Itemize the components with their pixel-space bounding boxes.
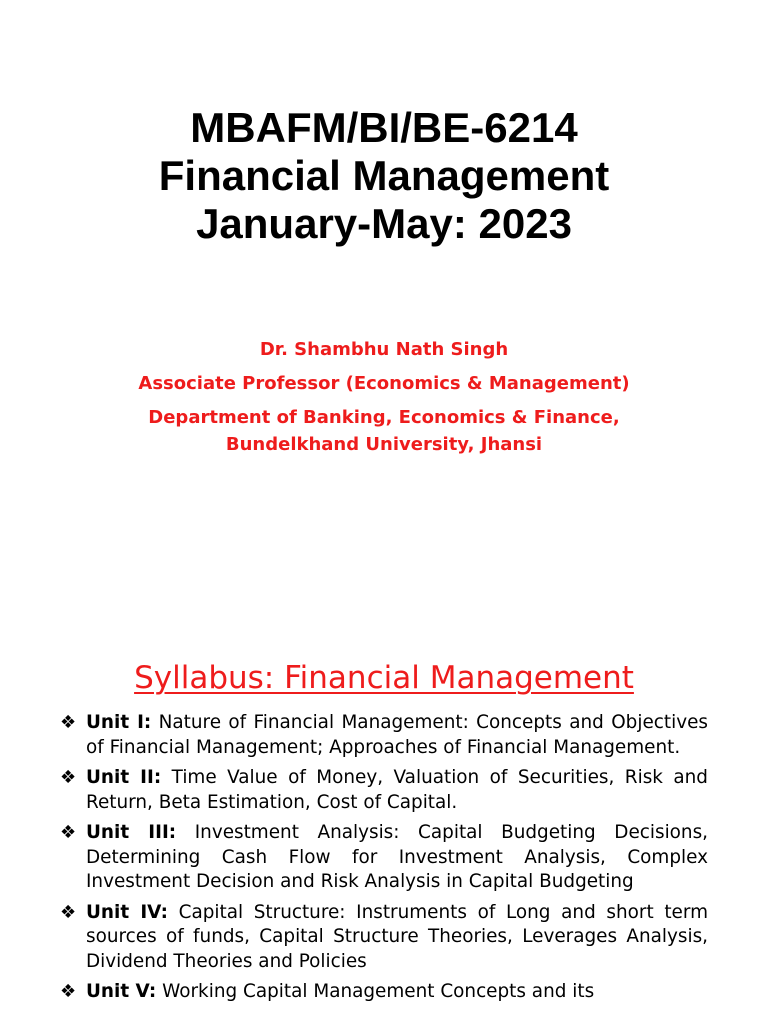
syllabus-slide [0,640,768,1024]
unit-item-4 [60,901,708,975]
author-department: Department of Banking, Economics & Finance, [148,407,620,428]
unit-label: Unit V: [86,981,157,1002]
unit-label: Unit II: [86,767,162,788]
unit-label: Unit III: [86,822,177,843]
unit-description: Capital Structure: Instruments of Long and short term sources of funds, Capital Structure Theories, Leverages Analysis, Dividend Theories and Policies [86,901,708,972]
author-designation: Associate Professor (Economics & Management) [138,373,630,394]
diamond-bullet-icon: ❖ [60,822,77,843]
unit-description: Working Capital Management Concepts and its [156,981,595,1002]
course-name: Financial Management [158,152,610,199]
unit-item-2 [60,766,708,815]
unit-item-5 [60,980,708,1005]
unit-item-1 [60,711,708,760]
unit-description: Nature of Financial Management: Concepts and Objectives of Financial Management; Approaches of Financial Management. [86,712,708,758]
diamond-bullet-icon: ❖ [60,901,77,923]
diamond-bullet-icon: ❖ [60,981,77,1002]
diamond-bullet-icon: ❖ [60,767,77,788]
author-university: Bundelkhand University, Jhansi [225,434,543,455]
unit-description: Investment Analysis: Capital Budgeting Decisions, Determining Cash Flow for Investment Analysis, Complex Investment Decision and Risk Analysis in Capital Budgeting [86,822,709,892]
unit-item-3 [60,821,708,895]
course-code: MBAFM/BI/BE-6214 [190,104,578,151]
author-name: Dr. Shambhu Nath Singh [259,339,509,360]
syllabus-heading-text: Syllabus: Financial Management [134,660,634,696]
syllabus-heading [0,656,768,700]
author-info [0,333,768,458]
course-title [0,104,768,248]
unit-description: Time Value of Money, Valuation of Securities, Risk and Return, Beta Estimation, Cost of Capital. [86,767,708,813]
unit-label: Unit IV: [86,901,168,923]
unit-list [60,711,708,1011]
diamond-bullet-icon: ❖ [60,712,77,733]
unit-label: Unit I: [86,712,152,733]
course-session: January-May: 2023 [196,200,572,247]
